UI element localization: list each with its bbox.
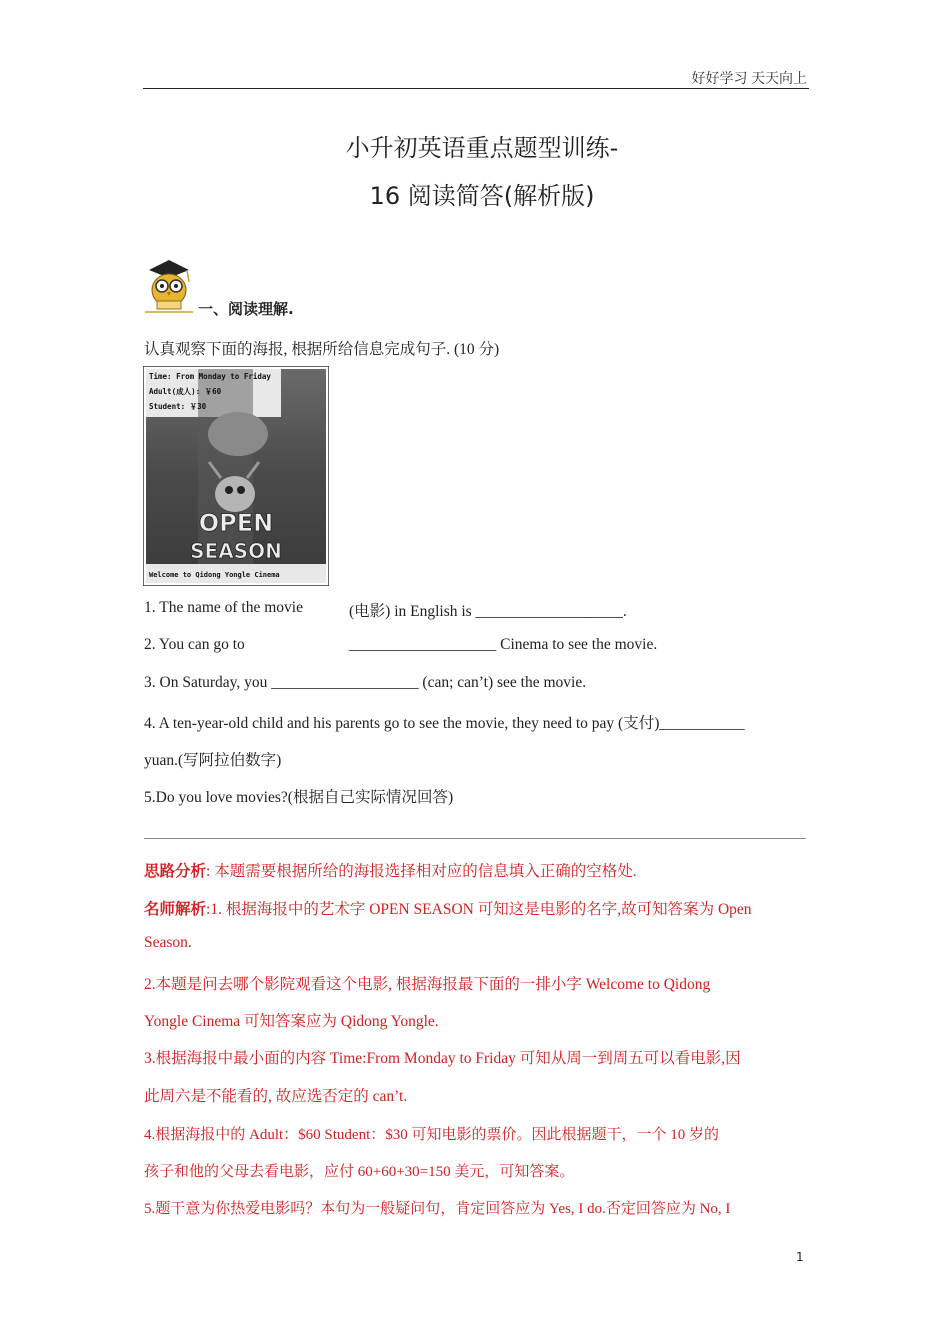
- poster-student-price: Student: ￥30: [149, 402, 207, 411]
- analysis-3: 3.根据海报中最小面的内容 Time:From Monday to Friday 可知从周一到周五可以看电影,因: [144, 1050, 741, 1067]
- analysis-4: 4.根据海报中的 Adult：$60 Student：$30 可知电影的票价。因此根据题干，一个 10 岁的: [144, 1127, 720, 1143]
- section-heading: 一、阅读理解.: [198, 300, 294, 318]
- question-5: 5.Do you love movies?(根据自己实际情况回答): [144, 789, 454, 806]
- movie-poster: [143, 366, 329, 586]
- poster-logo-open: OPEN: [198, 509, 274, 537]
- question-4-cont: yuan.(写阿拉伯数字): [144, 752, 282, 769]
- page-title: 小升初英语重点题型训练-: [345, 134, 619, 162]
- owl-graduate-icon: [143, 256, 195, 314]
- page-header: 好好学习 天天向上: [691, 72, 807, 87]
- poster-adult-price: Adult(成人): ￥60: [149, 387, 222, 396]
- analysis-4-cont: 孩子和他的父母去看电影，应付 60+60+30=150 美元，可知答案。: [144, 1164, 575, 1180]
- analysis-3-cont: 此周六是不能看的, 故应选否定的 can’t.: [144, 1088, 408, 1105]
- analysis-2-cont: Yongle Cinema 可知答案应为 Qidong Yongle.: [144, 1013, 439, 1030]
- question-2-start: 2. You can go to: [144, 636, 245, 653]
- analysis-idea: [144, 859, 637, 881]
- analysis-5: 5.题干意为你热爱电影吗？本句为一般疑问句，肯定回答应为 Yes, I do.否定回答应为 No, I: [144, 1201, 731, 1217]
- question-4: 4. A ten-year-old child and his parents go to see the movie, they need to pay (支付)___________: [144, 715, 745, 732]
- poster-time: Time: From Monday to Friday: [149, 372, 271, 381]
- instructions: 认真观察下面的海报, 根据所给信息完成句子. (10 分): [144, 341, 500, 358]
- analysis-teacher-label: 名师解析: [144, 900, 207, 918]
- analysis-2: 2.本题是问去哪个影院观看这个电影, 根据海报最下面的一排小字 Welcome to Qidong: [144, 976, 711, 993]
- analysis-teacher-text: :1. 根据海报中的艺术字 OPEN SEASON 可知这是电影的名字,故可知答案为 Open: [206, 901, 752, 918]
- analysis-idea-text: : 本题需要根据所给的海报选择相对应的信息填入正确的空格处.: [206, 863, 637, 880]
- page-subtitle: 16 阅读简答(解析版): [369, 182, 595, 210]
- poster-logo-season: SEASON: [190, 539, 282, 563]
- page-number: 1: [796, 1250, 804, 1264]
- analysis-teacher: [144, 897, 752, 919]
- poster-footer: Welcome to Qidong Yongle Cinema: [149, 571, 280, 579]
- question-1-end: (电影) in English is ___________________.: [349, 603, 627, 620]
- question-3: 3. On Saturday, you ___________________ (can; can’t) see the movie.: [144, 674, 587, 691]
- analysis-idea-label: 思路分析: [144, 862, 207, 880]
- header-rule: [143, 88, 809, 89]
- question-2-end: ___________________ Cinema to see the movie.: [349, 636, 658, 653]
- question-1-start: 1. The name of the movie: [144, 599, 303, 616]
- analysis-1-cont: Season.: [144, 934, 192, 951]
- answer-line: [144, 838, 806, 839]
